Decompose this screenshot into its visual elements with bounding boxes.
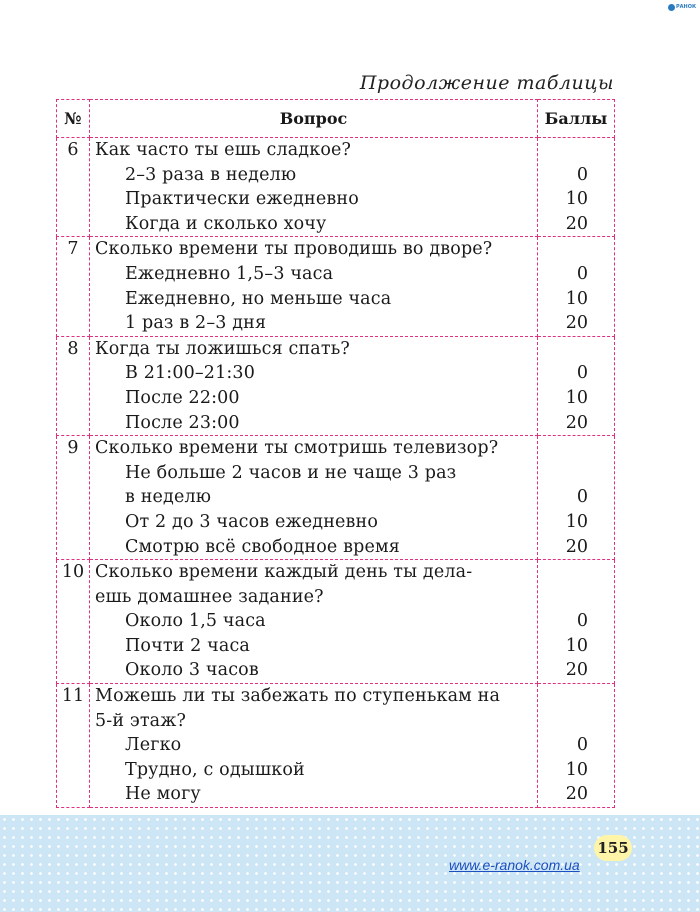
score-cell [538, 138, 615, 237]
question-text: Как часто ты ешь сладкое? [95, 140, 352, 160]
answer-score: 10 [565, 387, 588, 408]
score-cell [538, 237, 615, 336]
table-row [57, 684, 615, 808]
website-link[interactable]: www.e-ranok.com.ua [449, 857, 580, 873]
logo-circle-icon [668, 4, 675, 11]
answer-score: 10 [565, 511, 588, 532]
answer-score: 20 [565, 536, 588, 557]
row-number: 9 [67, 438, 79, 459]
score-blank [538, 560, 614, 585]
row-number-cell [57, 336, 90, 435]
question-text: Сколько времени ты смотришь телевизор? [95, 438, 499, 459]
answer-score: 20 [565, 660, 588, 681]
row-number-cell [57, 138, 90, 237]
score-cell [538, 560, 615, 684]
answer-score: 20 [565, 213, 588, 234]
answer-score: 0 [576, 164, 588, 185]
answer-option: Не больше 2 часов и не чаще 3 раз [125, 462, 457, 483]
row-number-cell [57, 560, 90, 684]
score-blank [538, 684, 614, 709]
table-row [57, 138, 615, 237]
questionnaire-table [56, 99, 615, 808]
score-blank [538, 436, 614, 461]
question-cell [90, 138, 538, 237]
publisher-logo [668, 2, 700, 12]
answer-option: 1 раз в 2–3 дня [125, 313, 267, 334]
table-row [57, 237, 615, 336]
score-cell [538, 336, 615, 435]
answer-score: 0 [576, 487, 588, 508]
question-text: ешь домашнее задание? [95, 586, 324, 607]
row-number-cell [57, 684, 90, 808]
answer-option: От 2 до 3 часов ежедневно [125, 511, 379, 532]
score-blank [538, 461, 614, 486]
answer-option: Около 1,5 часа [125, 611, 266, 632]
score-blank [538, 138, 614, 163]
row-number: 8 [67, 338, 79, 359]
question-text: Когда ты ложишься спать? [95, 338, 350, 359]
page-number: 155 [594, 835, 632, 861]
answer-option: Смотрю всё свободное время [125, 536, 400, 557]
answer-option: Легко [125, 735, 182, 756]
answer-option: Практически ежедневно [125, 189, 359, 210]
answer-option: Трудно, с одышкой [125, 759, 305, 780]
question-cell [90, 560, 538, 684]
answer-score: 0 [576, 735, 588, 756]
answer-score: 20 [565, 784, 588, 805]
answer-option: 2–3 раза в неделю [125, 164, 297, 185]
answer-option: После 23:00 [125, 412, 240, 433]
question-text: Можешь ли ты забежать по ступенькам на [95, 686, 501, 707]
answer-score: 0 [576, 263, 588, 284]
answer-score: 10 [565, 288, 588, 309]
answer-option: Когда и сколько хочу [125, 213, 327, 234]
row-number: 7 [67, 239, 79, 260]
answer-score: 0 [576, 363, 588, 384]
row-number: 11 [61, 686, 85, 707]
answer-option-continued: в неделю [125, 487, 212, 508]
answer-score: 20 [565, 313, 588, 334]
question-text: Сколько времени ты проводишь во дворе? [95, 239, 493, 260]
answer-score: 20 [565, 412, 588, 433]
header-score: Баллы [538, 100, 615, 138]
row-number-cell [57, 436, 90, 560]
row-number: 10 [61, 562, 85, 583]
score-blank [538, 585, 614, 610]
answer-score: 10 [565, 189, 588, 210]
table-header-row [57, 100, 615, 138]
answer-option: Около 3 часов [125, 660, 259, 681]
row-number-cell [57, 237, 90, 336]
score-cell [538, 436, 615, 560]
answer-option: Ежедневно 1,5–3 часа [125, 263, 334, 284]
row-number: 6 [67, 140, 79, 160]
score-blank [538, 709, 614, 734]
question-cell [90, 436, 538, 560]
footer-band [0, 815, 700, 912]
question-cell [90, 237, 538, 336]
header-num: № [57, 100, 90, 138]
answer-score: 10 [565, 759, 588, 780]
table-row [57, 436, 615, 560]
table-caption: Продолжение таблицы [359, 72, 614, 94]
answer-option: В 21:00–21:30 [125, 363, 255, 384]
question-text: Сколько времени каждый день ты дела- [95, 562, 473, 583]
header-question: Вопрос [90, 100, 538, 138]
answer-option: После 22:00 [125, 387, 240, 408]
question-cell [90, 336, 538, 435]
table-row [57, 560, 615, 684]
question-text: 5-й этаж? [95, 710, 187, 731]
answer-score: 0 [576, 611, 588, 632]
score-blank [538, 237, 614, 262]
answer-score: 10 [565, 635, 588, 656]
logo-text: РАНОК [676, 4, 697, 10]
score-blank [538, 337, 614, 362]
answer-option: Почти 2 часа [125, 635, 251, 656]
answer-option: Ежедневно, но меньше часа [125, 288, 392, 309]
score-cell [538, 684, 615, 808]
question-cell [90, 684, 538, 808]
answer-option: Не могу [125, 784, 201, 805]
table-row [57, 336, 615, 435]
